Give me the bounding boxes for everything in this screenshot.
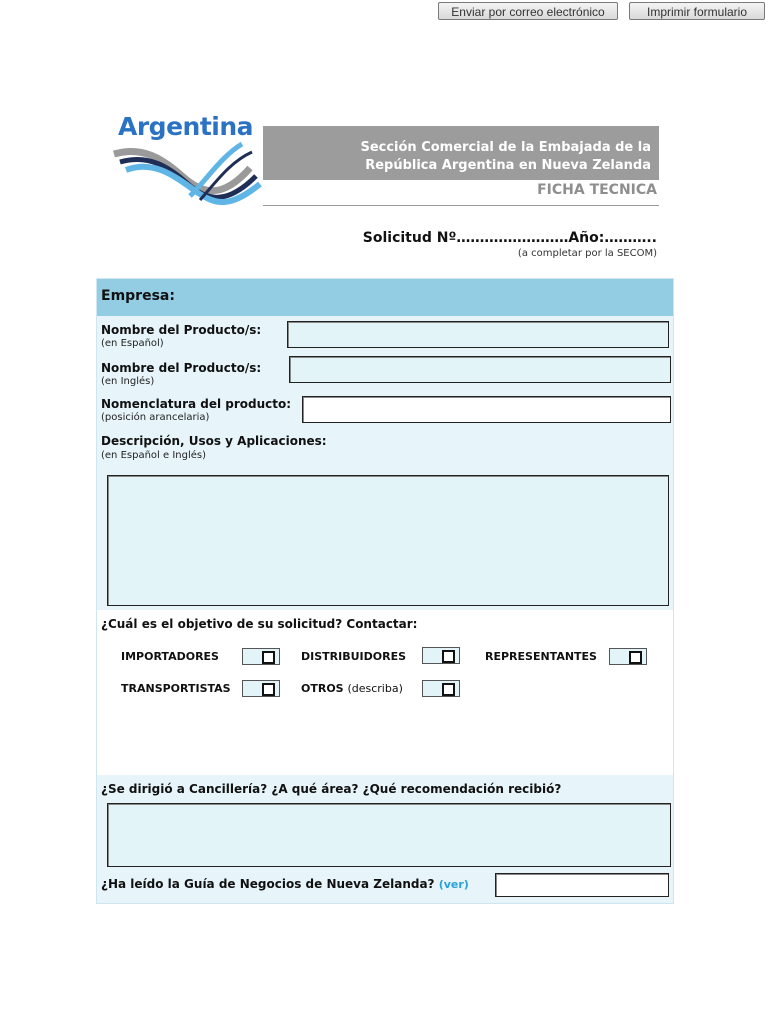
print-button[interactable]: Imprimir formulario (629, 2, 765, 20)
guia-input[interactable] (495, 873, 669, 897)
cancilleria-row (97, 775, 673, 903)
cancilleria-textarea[interactable] (107, 803, 671, 867)
header-band (263, 126, 659, 180)
empresa-label: Empresa: (97, 279, 673, 316)
otros-text: OTROS (301, 682, 344, 695)
checkbox-icon (262, 683, 275, 696)
logo-text: Argentina (118, 112, 254, 141)
header-line-1: Sección Comercial de la Embajada de la (360, 140, 651, 155)
solicitud-number: Solicitud Nº……………………Año:……….. (362, 230, 657, 246)
producto-es-input[interactable] (287, 321, 669, 348)
checkbox-icon (262, 651, 275, 664)
nomenclatura-label: Nomenclatura del producto: (101, 397, 292, 411)
importadores-label: IMPORTADORES (121, 650, 219, 663)
ficha-tecnica-title: FICHA TECNICA (263, 180, 659, 206)
distribuidores-label: DISTRIBUIDORES (301, 650, 407, 663)
descripcion-label: Descripción, Usos y Aplicaciones: (101, 434, 327, 448)
importadores-checkbox[interactable] (242, 648, 280, 665)
email-button[interactable]: Enviar por correo electrónico (438, 2, 618, 20)
cancilleria-label: ¿Se dirigió a Cancillería? ¿A qué área? ¿Qué recomendación recibió? (101, 782, 562, 796)
producto-es-sub: (en Español) (101, 338, 164, 349)
otros-checkbox[interactable] (422, 680, 460, 697)
guia-link[interactable]: (ver) (438, 878, 469, 891)
nomenclatura-row (97, 392, 673, 430)
producto-en-row (97, 354, 673, 392)
checkbox-icon (629, 651, 642, 664)
form-panel (96, 278, 674, 904)
nomenclatura-sub: (posición arancelaria) (101, 412, 210, 423)
guia-label (101, 877, 469, 891)
objetivo-label: ¿Cuál es el objetivo de su solicitud? Contactar: (101, 617, 418, 631)
producto-en-sub: (en Inglés) (101, 376, 155, 387)
representantes-label: REPRESENTANTES (485, 650, 597, 663)
checkbox-icon (442, 683, 455, 696)
transportistas-label: TRANSPORTISTAS (121, 682, 231, 695)
solicitud-note: (a completar por la SECOM) (517, 248, 657, 259)
otros-label (301, 682, 403, 695)
producto-en-input[interactable] (289, 356, 671, 383)
representantes-checkbox[interactable] (609, 648, 647, 665)
descripcion-row (97, 430, 673, 610)
producto-en-label: Nombre del Producto/s: (101, 361, 262, 375)
logo-wave-icon (112, 138, 262, 208)
descripcion-textarea[interactable] (107, 475, 669, 606)
distribuidores-checkbox[interactable] (422, 647, 460, 664)
guia-text: ¿Ha leído la Guía de Negocios de Nueva Zelanda? (101, 877, 435, 891)
transportistas-checkbox[interactable] (242, 680, 280, 697)
descripcion-sub: (en Español e Inglés) (101, 450, 206, 461)
producto-es-row (97, 316, 673, 354)
producto-es-label: Nombre del Producto/s: (101, 323, 262, 337)
checkbox-icon (442, 650, 455, 663)
header-line-2: República Argentina en Nueva Zelanda (365, 158, 651, 173)
nomenclatura-input[interactable] (302, 396, 671, 423)
argentina-logo (112, 112, 262, 212)
otros-hint: (describa) (347, 682, 403, 695)
objetivo-section (97, 610, 673, 775)
